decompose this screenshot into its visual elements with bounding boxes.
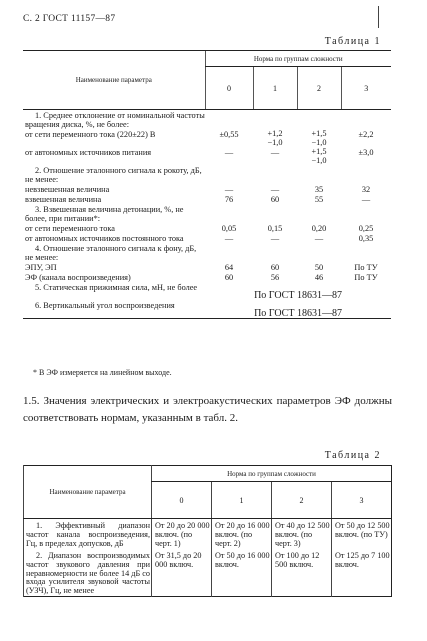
table1-value-cell: 0,20 [311,224,327,234]
table1-value-cell [253,243,297,262]
table1-value-cell [297,204,341,223]
table1-value-cell [341,165,391,184]
table1-row [23,165,391,184]
table1-row [23,233,391,243]
table1-param-cell: 4. Отношение эталонного сигнала к фону, дБ, не менее: [25,244,197,263]
table1-param-cell: невзвешенная величина [25,185,110,195]
table2-param-header: Наименование параметра [24,466,152,519]
margin-mark [378,6,379,28]
table1-value-cell: 32 [361,185,371,195]
table2-value-cell: От 31,5 до 20 000 включ. [152,549,212,597]
table1-value-cell [253,204,297,223]
table2-caption: Таблица 2 [324,450,381,461]
table1-row [23,272,391,282]
table2-value-cell: От 50 до 16 000 включ. [212,549,272,597]
table1-param-cell: ЭПУ, ЭП [25,263,57,273]
table1-value-cell [253,110,297,130]
table1-value-cell: 60 [270,263,280,273]
table1-value-cell: 0,35 [358,234,374,244]
table1-value-cell [341,110,391,130]
table1-value-cell: 60 [270,195,280,205]
table2-param-cell: 1. Эффективный диапазон частот канала воспроизведения, Гц, в пределах допусков, дБ [24,519,152,549]
table2-group-1: 1 [212,482,272,519]
table1-value-cell: ±2,2 [358,130,374,139]
table1-value-cell: 56 [270,273,280,283]
table-2 [23,465,392,597]
table1-param-cell: 2. Отношение эталонного сигнала к рокоту, дБ, не менее: [25,166,202,185]
table1-row [23,129,391,147]
table1-group-header: Норма по группам сложности [205,51,391,67]
table1-value-cell: — [314,234,324,244]
table1-value-cell: ±0,55 [219,130,239,139]
table1-param-cell: ЭФ (канала воспроизведения) [25,273,131,283]
table1-value-cell: 35 [314,185,324,195]
table1-value-cell: 0,15 [267,224,283,234]
table1-value-cell [205,165,253,184]
table1-value-cell: 60 [224,273,234,283]
table2-value-cell: От 20 до 16 000 включ. (по черт. 2) [212,519,272,549]
table1-row [23,223,391,233]
table1-param-cell: от автономных источников питания [25,148,152,158]
table2-group-0: 0 [152,482,212,519]
table1-value-cell: — [224,234,234,244]
page-header: С. 2 ГОСТ 11157—87 [23,14,116,24]
table1-param-cell: 6. Вертикальный угол воспроизведения [23,300,205,319]
table1-group-2: 2 [297,67,341,110]
table2-value-cell: От 50 до 12 500 включ. (по ТУ) [332,519,392,549]
table1-group-1: 1 [253,67,297,110]
table1-group-0: 0 [205,67,253,110]
table1-value-cell: +1,5 −1,0 [311,129,327,147]
table1-value-cell [341,204,391,223]
table1-row [23,243,391,262]
table1-value-cell: 46 [314,273,324,283]
table2-group-3: 3 [332,482,392,519]
table1-value-cell: — [361,195,371,205]
table1-row [23,110,391,130]
table1-param-cell: 5. Статическая прижимная сила, мН, не более [35,283,198,293]
table1-value-cell: 76 [224,195,234,205]
table1-param-cell: 1. Среднее отклонение от номинальной частоты вращения диска, %, не более: [25,111,205,129]
table1-footnote: * В ЭФ измеряется на линейном выходе. [33,368,172,377]
table1-value-cell [341,243,391,262]
table1-row [23,194,391,204]
table1-param-cell: взвешенная величина [25,195,102,205]
table1-value-cell: — [270,185,280,195]
table1-param-cell: 3. Взвешенная величина детонации, %, не более, при питании*: [25,205,184,224]
table1-value-cell [297,165,341,184]
table1-span-cell: По ГОСТ 18631—87 [205,300,391,319]
table1-value-cell: По ТУ [354,273,378,283]
table2-value-cell: От 125 до 7 100 включ. [332,549,392,597]
table1-value-cell: +1,5 −1,0 [311,147,327,165]
table2-param-cell: 2. Диапазон воспроизводимых частот звукового давления при неравномерности не более 14 дБ со входа усилителя звуковой частоты (УЗЧ), Гц, не менее [24,549,152,597]
table1-value-cell: — [224,148,234,158]
table1-value-cell: ±3,0 [358,148,374,158]
table1-value-cell [297,243,341,262]
table2-value-cell: От 40 до 12 500 включ. (по черт. 3) [272,519,332,549]
table2-value-cell: От 100 до 12 500 включ. [272,549,332,597]
table1-value-cell: 50 [314,263,324,273]
table1-row [23,204,391,223]
table1-value-cell: — [224,185,234,195]
table1-value-cell: — [270,234,280,244]
table1-row [23,184,391,194]
section-1-5-paragraph: 1.5. Значения электрических и электроакустических параметров ЭФ должны соответствовать нормам, указанным в табл. 2. [23,395,392,424]
table1-span-cell: По ГОСТ 18631—87 [254,290,342,302]
table1-param-cell: от сети переменного тока [25,224,115,234]
table2-group-2: 2 [272,482,332,519]
table1-value-cell: 0,05 [221,224,237,234]
table1-value-cell [253,165,297,184]
table1-value-cell [297,110,341,130]
table1-value-cell: По ТУ [354,263,378,273]
table1-value-cell: +1,2 −1,0 [267,129,283,147]
table2-row [24,519,392,549]
table-1 [23,50,391,319]
table1-caption: Таблица 1 [324,36,381,47]
table1-row [23,282,391,300]
table1-row [23,300,391,319]
table1-value-cell: 0,25 [358,224,374,234]
table2-value-cell: От 20 до 20 000 включ. (по черт. 1) [152,519,212,549]
table1-value-cell: 55 [314,195,324,205]
table1-value-cell: 64 [224,263,234,273]
table2-group-header: Норма по группам сложности [152,466,392,482]
table1-param-cell: от сети переменного тока (220±22) В [25,130,156,139]
table1-value-cell: — [270,148,280,158]
table1-value-cell [205,110,253,130]
table1-row [23,262,391,272]
table1-value-cell [205,243,253,262]
table2-row [24,549,392,597]
table1-row [23,147,391,165]
table1-param-header: Наименование параметра [23,51,205,110]
table1-group-3: 3 [341,67,391,110]
table1-param-cell: от автономных источников постоянного тока [25,234,184,244]
table1-value-cell [205,204,253,223]
